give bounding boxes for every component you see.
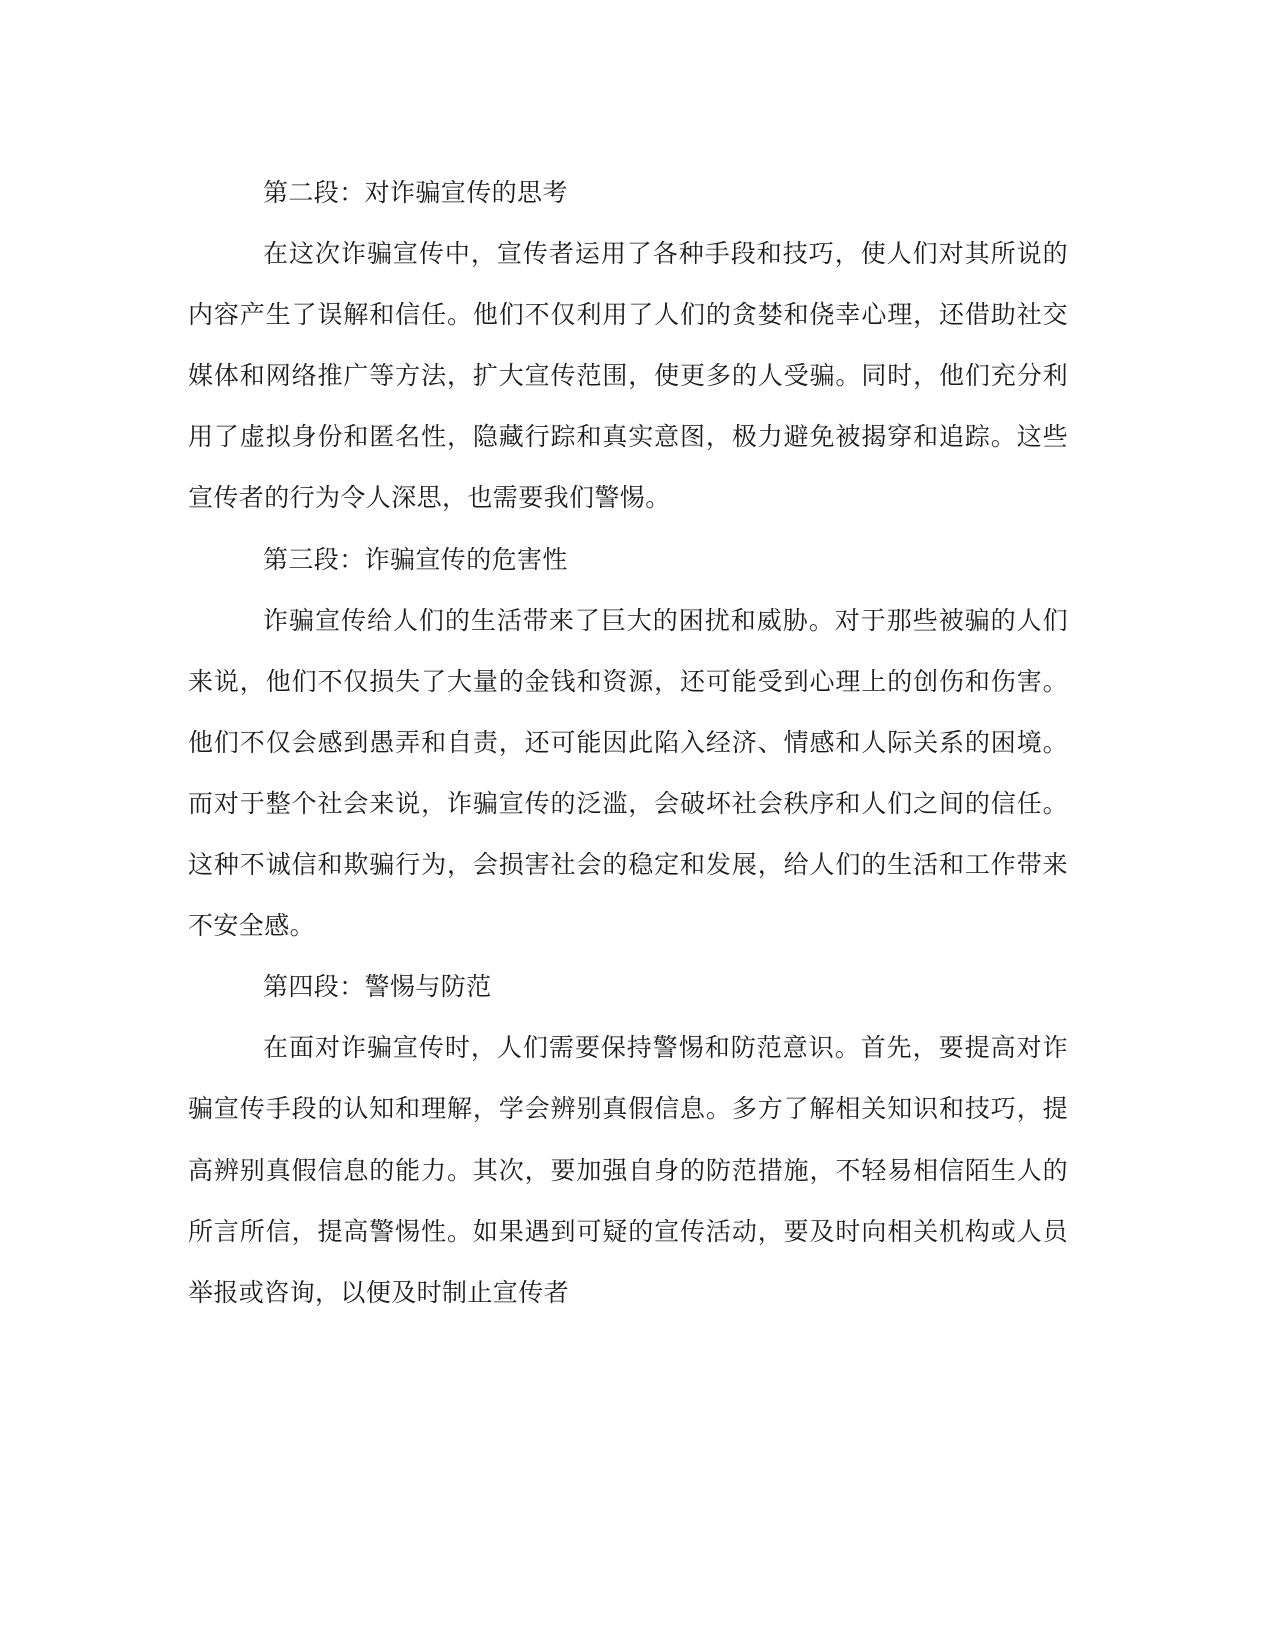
section-heading-4: 第四段：警惕与防范 bbox=[263, 972, 492, 1002]
section-paragraph-2: 在这次诈骗宣传中，宣传者运用了各种手段和技巧，使人们对其所说的内容产生了误解和信任。他们不仅利用了人们的贪婪和侥幸心理，还借助社交媒体和网络推广等方法，扩大宣传范围，使更多的人受骗。同时，他们充分利用了虚拟身份和匿名性，隐藏行踪和真实意图，极力避免被揭穿和追踪。这些宣传者的行为令人深思，也需要我们警惕。 bbox=[188, 239, 1068, 513]
document-body bbox=[188, 162, 1068, 1323]
section-heading-3: 第三段：诈骗宣传的危害性 bbox=[263, 544, 568, 574]
section-heading-2: 第二段：对诈骗宣传的思考 bbox=[263, 178, 568, 207]
section-paragraph-3: 诈骗宣传给人们的生活带来了巨大的困扰和威胁。对于那些被骗的人们来说，他们不仅损失了大量的金钱和资源，还可能受到心理上的创伤和伤害。他们不仅会感到愚弄和自责，还可能因此陷入经济、情感和人际关系的困境。而对于整个社会来说，诈骗宣传的泛滥，会破坏社会秩序和人们之间的信任。这种不诚信和欺骗行为，会损害社会的稳定和发展，给人们的生活和工作带来不安全感。 bbox=[188, 605, 1068, 941]
section-paragraph-4: 在面对诈骗宣传时，人们需要保持警惕和防范意识。首先，要提高对诈骗宣传手段的认知和理解，学会辨别真假信息。多方了解相关知识和技巧，提高辨别真假信息的能力。其次，要加强自身的防范措施，不轻易相信陌生人的所言所信，提高警惕性。如果遇到可疑的宣传活动，要及时向相关机构或人员举报或咨询，以便及时制止宣传者 bbox=[188, 1033, 1068, 1307]
